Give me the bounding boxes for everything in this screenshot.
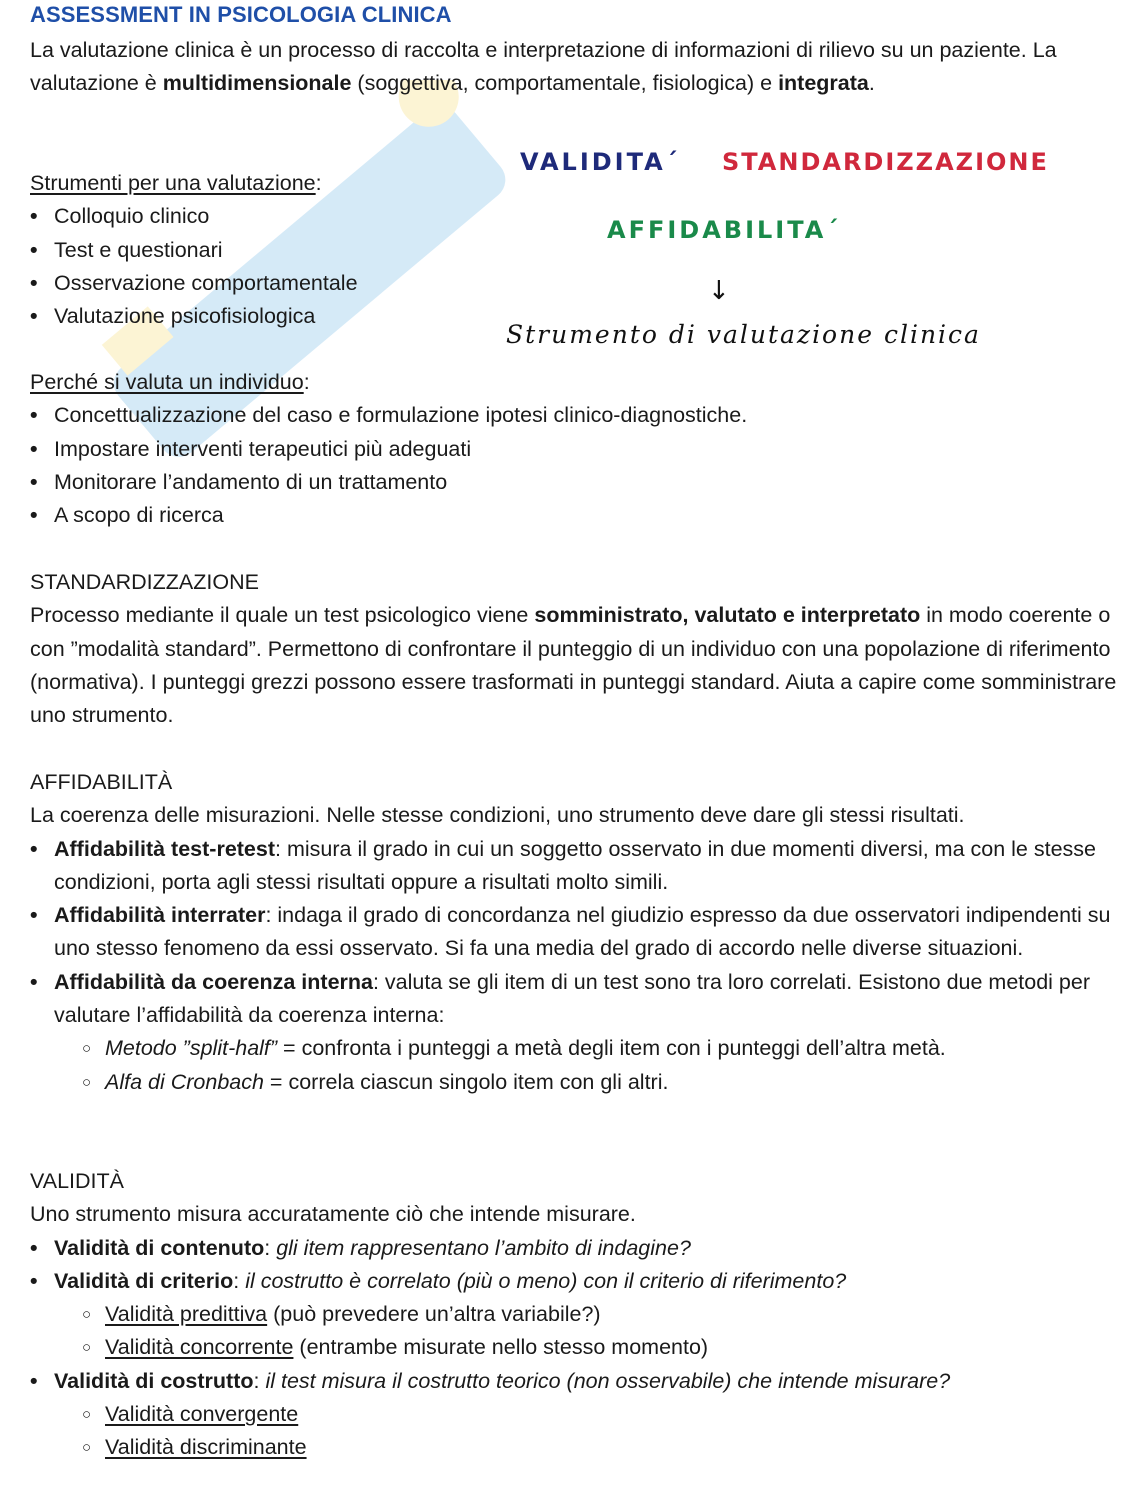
affidabilita-section <box>30 766 1120 1099</box>
item-text: = correla ciascun singolo item con gli altri. <box>263 1069 669 1094</box>
handwritten-validita: VALIDITA´ <box>520 148 681 176</box>
validita-intro: Uno strumento misura accuratamente ciò che intende misurare. <box>30 1202 636 1227</box>
item-bold: Validità di contenuto <box>54 1235 265 1260</box>
affidabilita-intro: La coerenza delle misurazioni. Nelle stesse condizioni, uno strumento deve dare gli stessi risultati. <box>30 803 965 828</box>
intro-bold-integrata: integrata <box>778 71 869 96</box>
std-bold: somministrato, valutato e interpretato <box>534 603 921 628</box>
handwritten-affidabilita: AFFIDABILITA´ <box>607 216 842 244</box>
strumenti-colon: : <box>315 171 322 195</box>
list-item: • Valutazione psicofisiologica <box>30 300 510 333</box>
intro-text-2: (soggettiva, comportamentale, fisiologica) e <box>351 71 779 96</box>
sub-list-item <box>30 1032 1120 1065</box>
standardizzazione-section <box>30 566 1120 732</box>
item-bold: Affidabilità test-retest <box>54 836 276 861</box>
list-item <box>30 1365 1120 1398</box>
perche-section <box>30 366 1120 532</box>
std-text-2: in modo coerente o con ”modalità standard”. Permettono di confrontare il punteggio di un individuo con una popolazione di riferimento (normativa). I punteggi grezzi possono essere trasformati in punteggi standard. Aiuta a capire come somministrare uno strumento. <box>30 603 1117 728</box>
affidabilita-list <box>30 833 1120 1099</box>
item-bold: Affidabilità da coerenza interna <box>54 969 373 994</box>
validita-section <box>30 1165 1120 1465</box>
perche-list <box>30 399 1120 532</box>
sub-list-item <box>30 1066 1120 1099</box>
item-italic: Alfa di Cronbach <box>105 1069 264 1094</box>
list-item <box>30 1232 1120 1265</box>
intro-text-1: La valutazione clinica è un processo di raccolta e interpretazione di informazioni di rilievo su un paziente. La valutazione è <box>30 38 1057 96</box>
item-italic: Metodo ”split-half” <box>105 1036 278 1061</box>
list-item: • Concettualizzazione del caso e formulazione ipotesi clinico-diagnostiche. <box>30 399 1120 432</box>
intro-text-3: . <box>868 71 875 96</box>
item-text: : indaga il grado di concordanza nel giudizio espresso da due osservatori indipendenti su uno stesso fenomeno da essi osservato. Si fa una media del grado di accordo nelle diverse situazioni. <box>54 903 1111 961</box>
affidabilita-heading: AFFIDABILITÀ <box>30 770 173 794</box>
list-item: • Osservazione comportamentale <box>30 267 510 300</box>
sub-list-item <box>30 1298 1120 1331</box>
item-text: (entrambe misurate nello stesso momento) <box>293 1335 709 1360</box>
list-item: • Impostare interventi terapeutici più adeguati <box>30 433 1120 466</box>
item-underlined: Validità convergente <box>105 1402 299 1427</box>
item-colon: : <box>233 1268 246 1293</box>
item-underlined: Validità concorrente <box>105 1335 294 1360</box>
item-underlined: Validità predittiva <box>105 1302 268 1327</box>
standardizzazione-heading: STANDARDIZZAZIONE <box>30 570 259 594</box>
item-bold: Validità di criterio <box>54 1268 234 1293</box>
list-item: • Test e questionari <box>30 234 510 267</box>
item-bold: Validità di costrutto <box>54 1368 254 1393</box>
item-text: = confronta i punteggi a metà degli item con i punteggi dell’altra metà. <box>277 1036 946 1061</box>
sub-list-item <box>30 1331 1120 1364</box>
item-colon: : <box>264 1235 277 1260</box>
sub-list-item <box>30 1398 1120 1431</box>
list-item: • Colloquio clinico <box>30 200 510 233</box>
list-item <box>30 833 1120 900</box>
item-italic: gli item rappresentano l’ambito di indagine? <box>276 1235 691 1260</box>
perche-heading: Perché si valuta un individuo <box>30 370 304 394</box>
item-italic: il test misura il costrutto teorico (non osservabile) che intende misurare? <box>265 1368 951 1393</box>
item-italic: il costrutto è correlato (più o meno) con il criterio di riferimento? <box>245 1268 847 1293</box>
item-underlined: Validità discriminante <box>105 1435 307 1460</box>
list-item <box>30 1265 1120 1298</box>
perche-colon: : <box>303 370 310 394</box>
std-text-1: Processo mediante il quale un test psicologico viene <box>30 603 535 628</box>
item-bold: Affidabilità interrater <box>54 903 266 928</box>
list-item <box>30 899 1120 966</box>
validita-list <box>30 1232 1120 1465</box>
strumenti-section <box>30 167 510 333</box>
handwritten-standardizzazione: STANDARDIZZAZIONE <box>722 148 1049 176</box>
handwritten-arrow-icon: ↓ <box>708 276 733 306</box>
sub-list-item <box>30 1431 1120 1464</box>
intro-paragraph <box>30 34 1120 101</box>
handwritten-strumento: Strumento di valutazione clinica <box>506 320 981 349</box>
item-text: (può prevedere un’altra variabile?) <box>267 1302 601 1327</box>
strumenti-heading: Strumenti per una valutazione <box>30 171 316 195</box>
list-item: • A scopo di ricerca <box>30 499 1120 532</box>
strumenti-list <box>30 200 510 333</box>
list-item: • Monitorare l’andamento di un trattamento <box>30 466 1120 499</box>
item-text: : misura il grado in cui un soggetto osservato in due momenti diversi, ma con le stesse condizioni, porta agli stessi risultati oppure a risultati molto simili. <box>54 836 1096 894</box>
list-item <box>30 966 1120 1033</box>
page-title: ASSESSMENT IN PSICOLOGIA CLINICA <box>30 2 452 27</box>
intro-bold-multidimensionale: multidimensionale <box>162 71 352 96</box>
item-text: : valuta se gli item di un test sono tra loro correlati. Esistono due metodi per valutare l’affidabilità da coerenza interna: <box>54 969 1091 1028</box>
standardizzazione-paragraph <box>30 599 1120 732</box>
validita-heading: VALIDITÀ <box>30 1169 124 1193</box>
item-colon: : <box>253 1368 266 1393</box>
